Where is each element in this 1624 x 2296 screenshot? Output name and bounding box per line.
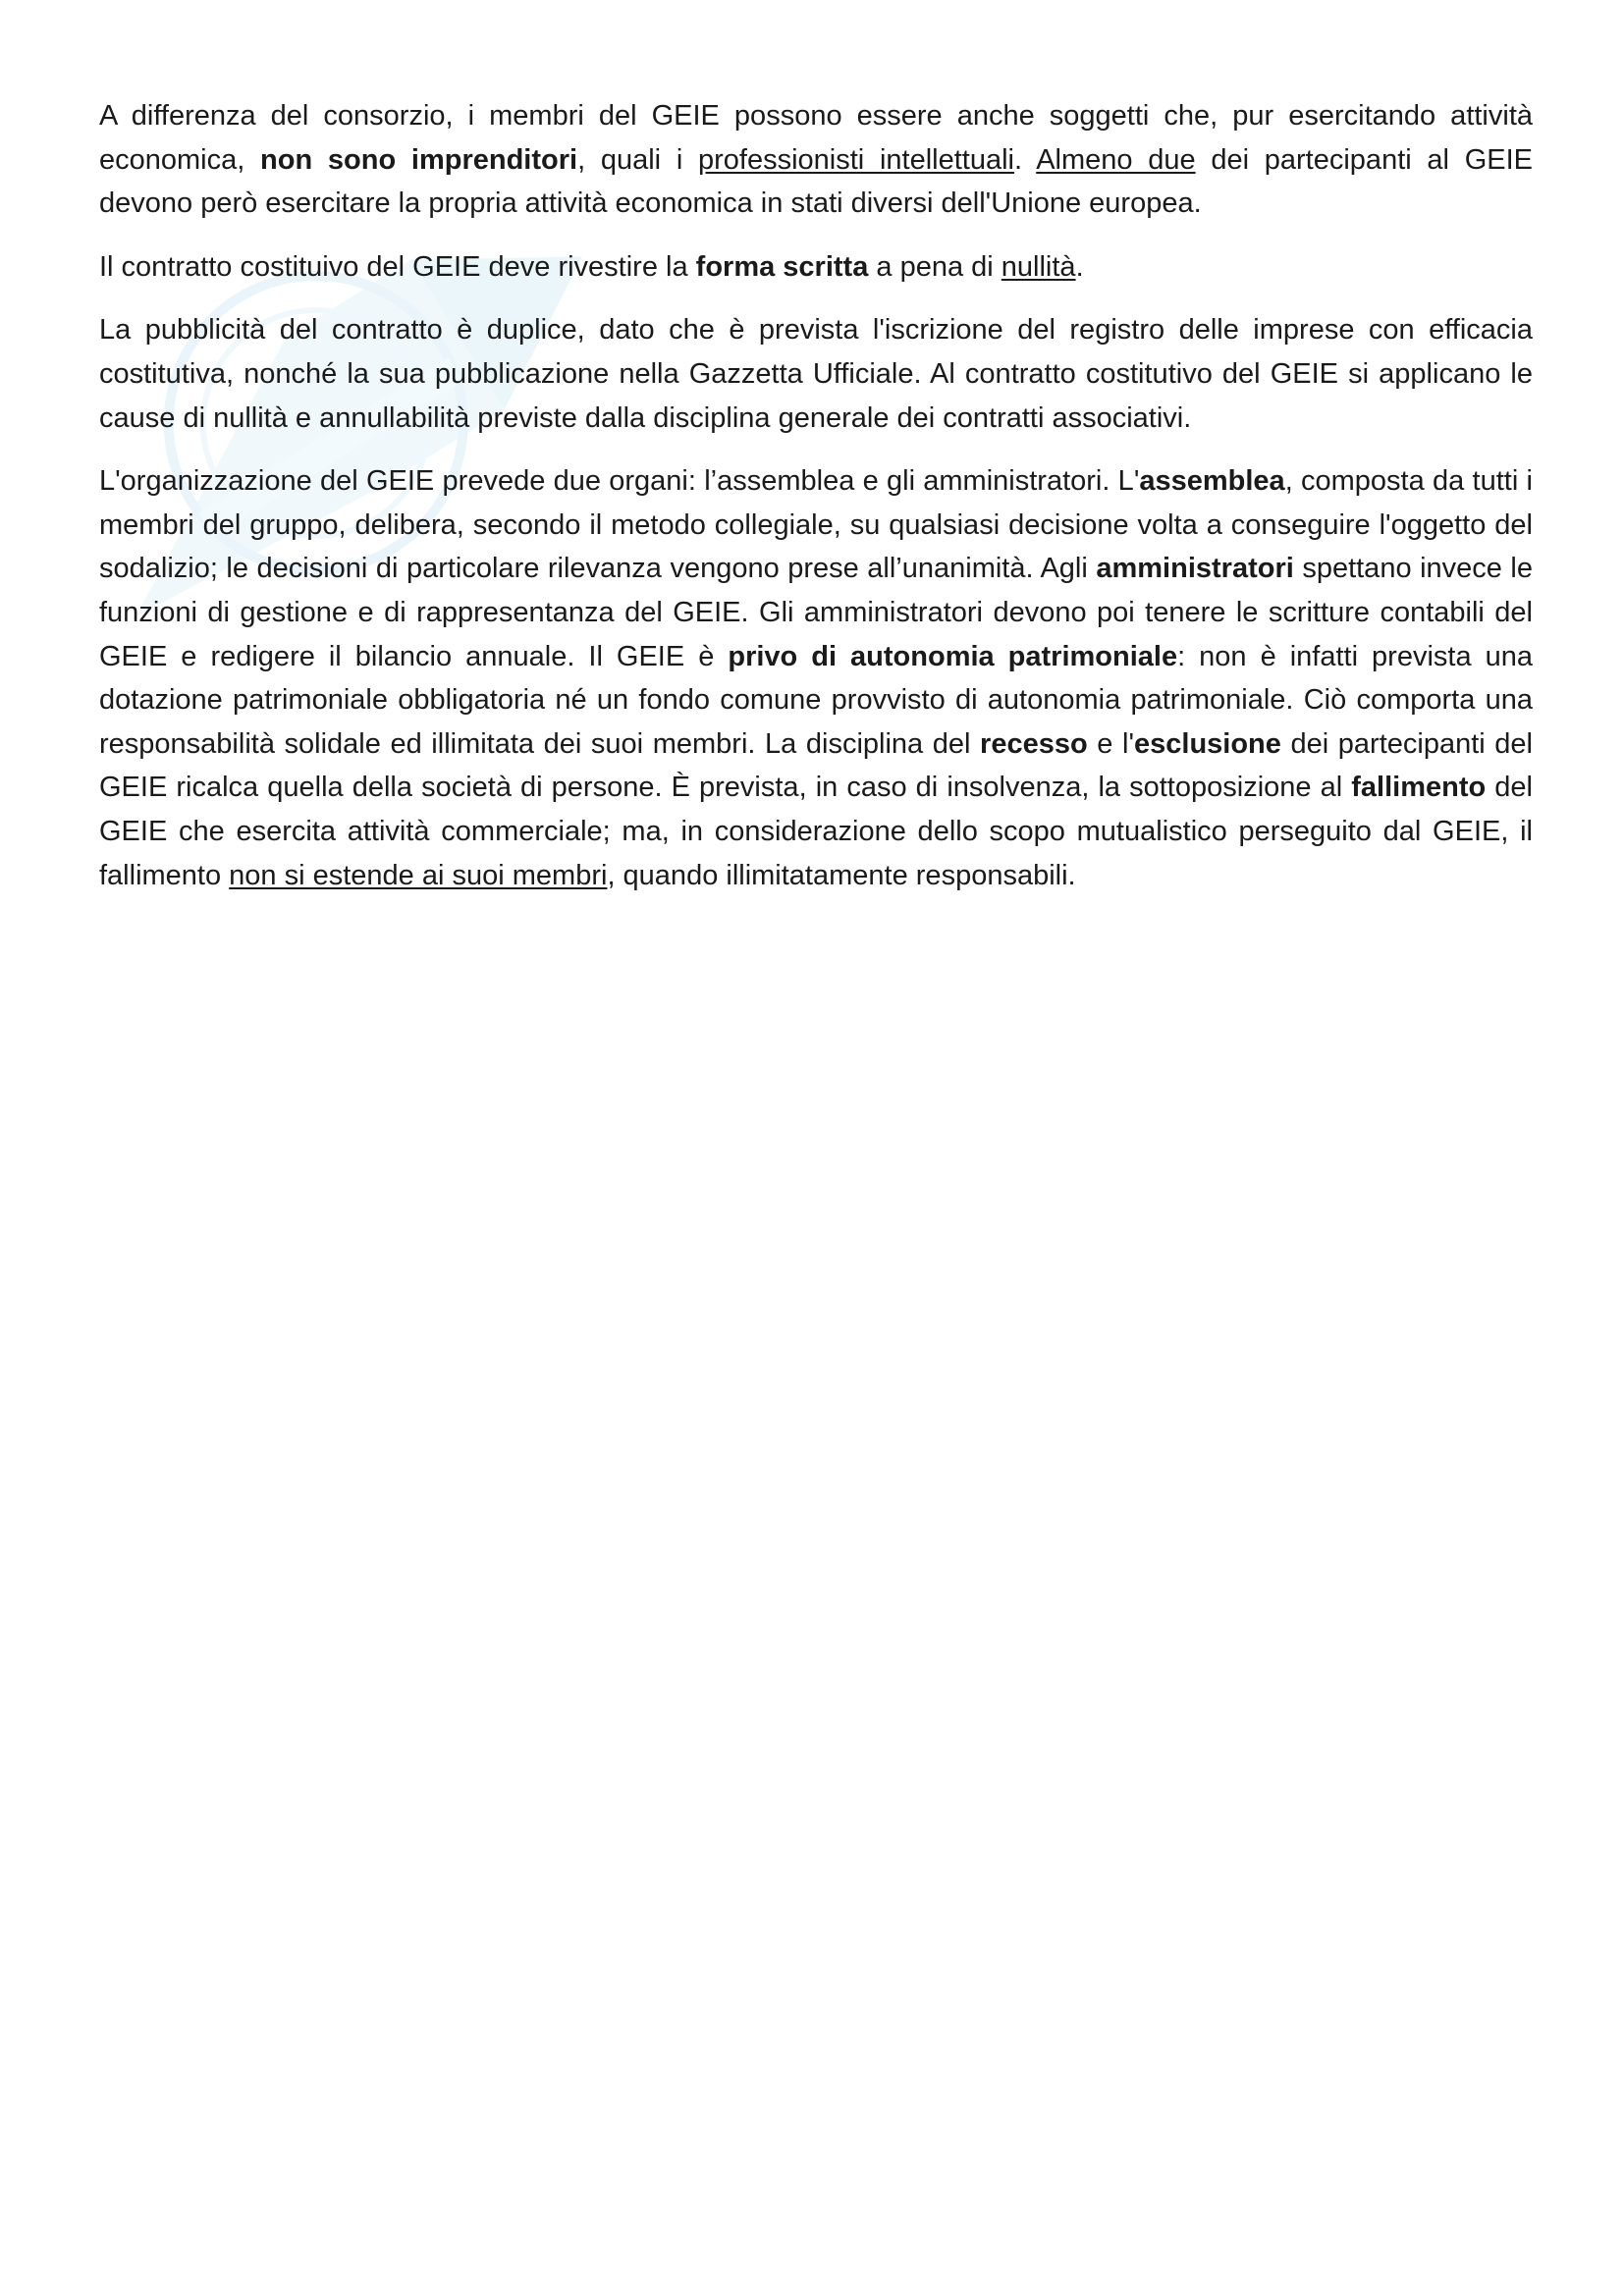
text-run: spettano invece le funzioni di gestione e di rappresentanza del GEIE. Gli amministratori devono poi tenere le scritture contabili del GEIE e redigere il bilancio annuale. Il GEIE è — [99, 553, 1534, 672]
underlined-text: professionisti intellettuali — [698, 143, 1014, 176]
text-run: e l' — [1087, 727, 1134, 760]
text-run: , quando illimitatamente responsabili. — [607, 859, 1076, 891]
bold-text: amministratori — [1096, 553, 1294, 585]
paragraph — [99, 245, 1533, 290]
text-run: dei partecipanti del GEIE ricalca quella della società di persone. È prevista, in caso di insolvenza, la sottoposizione al — [99, 727, 1533, 804]
text-run: del GEIE che esercita attività commerciale; ma, in considerazione dello scopo mutualistico perseguito dal GEIE, il fallimento — [99, 772, 1533, 891]
underlined-text: non si estende ai suoi membri — [229, 859, 608, 891]
bold-text: privo di autonomia patrimoniale — [728, 640, 1178, 672]
text-run: L'organizzazione del GEIE prevede due organi: l’assemblea e gli amministratori. L' — [99, 465, 1140, 498]
bold-text: fallimento — [1351, 772, 1487, 804]
text-run: , quali i — [577, 143, 698, 176]
bold-text: recesso — [980, 727, 1088, 760]
bold-text: non sono imprenditori — [260, 143, 578, 176]
text-run: A differenza del consorzio, i membri del GEIE possono essere anche soggetti che, pur esercitando attività economica, — [99, 100, 1533, 176]
text-run: La pubblicità del contratto è duplice, dato che è prevista l'iscrizione del registro delle imprese con efficacia costitutiva, nonché la sua pubblicazione nella Gazzetta Ufficiale. Al contratto costitutivo del GEIE si applicano le cause di nullità e annullabilità previste dalla disciplina generale dei contratti associativi. — [99, 314, 1533, 434]
text-run: : non è infatti prevista una dotazione patrimoniale obbligatoria né un fondo comune provvisto di autonomia patrimoniale. Ciò comporta una responsabilità solidale ed illimitata dei suoi membri. La disciplina del — [99, 640, 1533, 760]
bold-text: assemblea — [1139, 465, 1285, 498]
bold-text: esclusione — [1134, 727, 1281, 760]
paragraph — [99, 94, 1533, 226]
text-run: Il contratto costituivo del GEIE deve rivestire la — [99, 250, 696, 283]
paragraph — [99, 459, 1533, 897]
text-run: . — [1014, 143, 1037, 176]
text-run: , composta da tutti i membri del gruppo, delibera, secondo il metodo collegiale, su qualsiasi decisione volta a conseguire l'oggetto del sodalizio; le decisioni di particolare rilevanza vengono prese all’unanimità. Agli — [99, 465, 1533, 585]
document-body — [99, 94, 1533, 917]
bold-text: forma scritta — [695, 250, 869, 283]
paragraph — [99, 308, 1533, 440]
text-run: . — [1075, 250, 1084, 283]
text-run: dei partecipanti al GEIE devono però esercitare la propria attività economica in stati diversi dell'Unione europea. — [99, 143, 1534, 220]
text-run: a pena di — [868, 250, 1001, 283]
underlined-text: nullità — [1001, 250, 1076, 283]
underlined-text: Almeno due — [1036, 143, 1196, 176]
